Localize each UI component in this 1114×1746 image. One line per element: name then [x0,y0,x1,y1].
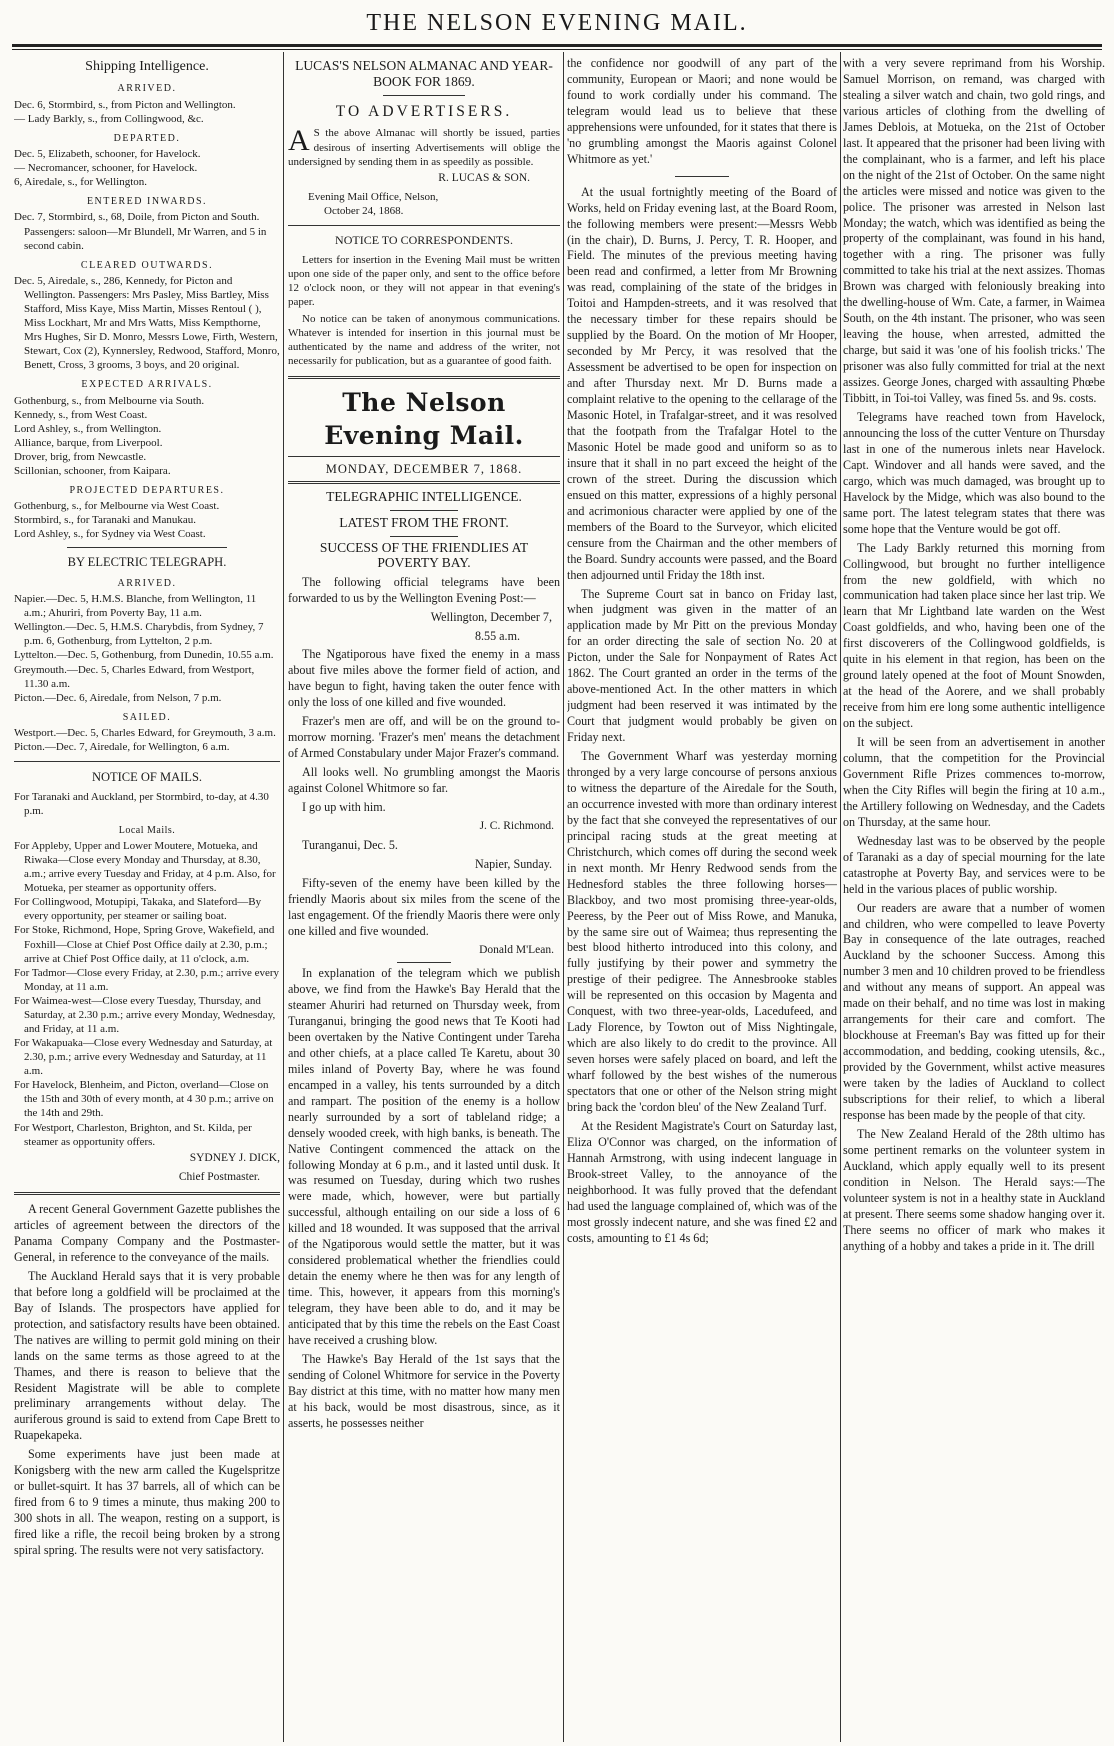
news-paragraph: The Ngatiporous have fixed the enemy in a mass about five miles above the former field of action, and have begun to fight, having taken the outer fence with only the loss of one killed and five wounded. [288,647,560,710]
telegraph-entry: Westport.—Dec. 5, Charles Edward, for Greymouth, 3 a.m. [14,726,276,739]
news-paragraph: It will be seen from an advertisement in another column, that the competition for the Provincial Government Rifle Prizes commences to-morrow, when the City Rifles will begin the firing at 10 a.m., the Artillery following on Wednesday, and the Cadets on Thursday, at the same hour. [843,735,1105,829]
telegram-signature: J. C. Richmond. [479,820,554,832]
shipping-entry: Gothenburg, s., from Melbourne via South. [14,394,205,407]
telegraph-sailed-heading: SAILED. [122,711,172,723]
almanac-office: Evening Mail Office, Nelson, [308,190,439,203]
shipping-entry: Dec. 7, Stormbird, s., 68, Doile, from Picton and South. Passengers: saloon—Mr Blundell, Mr Warren, and 5 in second cabin. [14,211,267,252]
separator [288,376,560,379]
telegraph-entry: Lyttelton.—Dec. 5, Gothenburg, from Dunedin, 10.55 a.m. [14,649,274,662]
separator [288,225,560,226]
local-mails-heading: Local Mails. [118,824,176,836]
news-paragraph: I go up with him. [302,800,386,815]
mail-entry: For Waimea-west—Close every Tuesday, Thursday, and Saturday, at 2.30 p.m.; arrive every Monday, Wednesday, and Friday, at 11 a.m. [14,994,276,1035]
telegraph-entry: Wellington.—Dec. 5, H.M.S. Charybdis, from Sydney, 7 p.m. 6, Gothenburg, from Lyttelton, 2 p.m. [14,621,264,648]
dateline-time: 8.55 a.m. [474,628,520,643]
mail-entry: For Taranaki and Auckland, per Stormbird, to-day, at 4.30 p.m. [14,790,269,817]
masthead: THE NELSON EVENING MAIL. [366,10,748,36]
news-paragraph: Wednesday last was to be observed by the people of Taranaki as a day of special mourning for the late catastrophe at Poverty Bay, and services were to be held in the various places of public worship. [843,833,1105,896]
separator [288,456,560,457]
shipping-entry: Drover, brig, from Newcastle. [14,450,147,463]
news-paragraph: At the usual fortnightly meeting of the Board of Works, held on Friday evening last, at the Board Room, the following members were present:—Messrs Webb (in the chair), D. Burns, J. Percy, T. R. Hooper, and Field. The minutes of the previous meeting having been read and confirmed, a letter from Mr Browning was read, complaining of the state of the bridges in Toitoi and Hampden-streets, and it was resolved that the necessary timber for these repairs should be supplied by the Board. On the motion of Mr Hooper, seconded by Mr Percy, it was resolved that the Assessment be advertised to be open for inspection on and after Thursday next. Mr D. Burns made a complaint relative to the opening to the cellarage of the Masonic Hotel, in Trafalgar-street, and it was resolved that the footpath from the Trafalgar Hotel to the Masonic Hotel be made good and uniform so as to insure that it shall in no part exceed the height of the crown of the street. During the discussion which ensued on this matter, expressions of a highly personal and acrimonious character were applied by one of the members of the Board to the Surveyor, which elicited censure from the Chairman and the other members of the Board. Sundry accounts were passed, and the Board then adjourned until Friday the 18th inst. [567,184,837,582]
cleared-heading: CLEARED OUTWARDS. [80,259,214,271]
shipping-entry: Lord Ashley, s., for Sydney via West Coast. [14,528,206,541]
news-paragraph: In explanation of the telegram which we publish above, we find from the Hawke's Bay Herald that the steamer Ahuriri had returned on Thursday week, from Turanganui, bringing the good news that Te Kooti had been overtaken by the Native Contingent under Tareha and other chiefs, at a place called Te Karetu, about 30 miles inland of Poverty Bay, where he was found encamped in a valley, his tents surrounded by a ditch and rampart. The position of the enemy is a hollow nearly surrounded by a sort of tableland ridge; a densely wooded creek, with high banks, is beneath. The Native Contingent commenced the attack on the following Monday at 6 p.m., and it lasted until dusk. It was resumed on Tuesday, during which two rushes were made, which, however, were but partially successful, although entailing on our side a loss of 6 killed and 18 wounded. It was supposed that the arrival of the Ngatiporous would settle the matter, but it was considered problematical whether the friendlies could detain the enemy where he then was for any length of time. This, however, it appears from this morning's telegram, they have been able to do, and it may be anticipated that by this time the rebels on the East Coast have received a crushing blow. [288,966,560,1347]
mail-entry: For Havelock, Blenheim, and Picton, overland—Close on the 15th and 30th of every month, at 4 30 p.m.; arrive on the 14th and 29th. [14,1079,274,1120]
news-paragraph: The Government Wharf was yesterday morning thronged by a very large concourse of persons anxious to witness the departure of the Airedale for the South, an occurrence invested with more than ordinary interest by the fact that she conveyed the representatives of our principal racing studs at the great meeting at Christchurch, which comes off during the second week in next month. Mr Henry Redwood sends from the Hednesford stables the three following horses—Blackboy, and two most promising three-year-olds, Peeress, by the Peer out of Miss Rowe, and Manuka, by the same sire out of Waimea; thus representing the best blood hitherto introduced into this colony, and fully justifying by their power and symmetry the prestige of their pedigree. The Annesbrooke stables will be represented on this occasion by Magenta and Conquest, with two three-year-olds, Lacedufeed, and Lady Florence, by Towton out of Miss Nightingale, which are also likely to do credit to the province. All seven horses were safely placed on board, and left the wharf followed by the best wishes of the numerous spectators that one or other of the Nelson string might bring back the 'cordon bleu' of the New Zealand Turf. [567,749,837,1114]
shipping-entry: 6, Airedale, s., for Wellington. [14,176,148,189]
drop-cap: A [288,124,310,158]
departed-heading: DEPARTED. [113,132,181,144]
arrived-heading: ARRIVED. [117,83,177,95]
shipping-entry: Gothenburg, s., for Melbourne via West Coast. [14,500,220,513]
mails-title: NOTICE OF MAILS. [91,770,203,785]
shipping-title: Shipping Intelligence. [85,59,209,74]
shipping-entry: Kennedy, s., from West Coast. [14,408,148,421]
telegram-signature: Donald M'Lean. [479,943,554,956]
issue-date: MONDAY, DECEMBER 7, 1868. [325,461,523,476]
news-paragraph: Telegrams have reached town from Havelock, announcing the loss of the cutter Venture on Thursday last in one of the numerous inlets near Havelock. Capt. Windover and all hands were saved, and the cargo, which was much damaged, was brought up to Havelock by the Midge, which was also bound to the same port. The latest telegram states that there was some hope that the Venture would be got off. [843,409,1105,536]
expected-heading: EXPECTED ARRIVALS. [81,379,213,391]
mail-entry: For Westport, Charleston, Brighton, and St. Kilda, per steamer as opportunity offers. [14,1121,252,1148]
column-divider [563,52,564,1742]
column-2 [288,56,560,1738]
news-paragraph: Fifty-seven of the enemy have been killed by the friendly Maoris about six miles from the scene of the last engagement. Of the friendly Maoris there were only one killed and five wounded. [288,876,560,938]
separator [14,761,280,762]
news-paragraph: At the Resident Magistrate's Court on Saturday last, Eliza O'Connor was charged, on the information of Hannah Armstrong, with using indecent language in Brook-street Valley, to the annoyance of the neighborhood. It was fully proved that the defendant had used the language complained of, which was of the most grossly indecent nature, and she was fined £2 and costs, amounting to £1 4s 6d; [567,1118,837,1245]
telegraphic-sub1: LATEST FROM THE FRONT. [339,514,509,530]
news-paragraph: All looks well. No grumbling amongst the Maoris against Colonel Whitmore so far. [288,765,560,796]
news-paragraph: The New Zealand Herald of the 28th ultimo has some pertinent remarks on the volunteer system in Auckland, which apply equally well to its present condition in Nelson. The Herald says:—The volunteer system is not in a healthy state in Auckland at present. There seems some shadow hanging over it. There seems no officer of mark who makes it anything of a hobby and takes a pride in it. The drill [843,1126,1105,1253]
news-paragraph: The Supreme Court sat in banco on Friday last, when judgment was given in the matter of an application made by Mr Pitt on the previous Monday for an order directing the sale of section No. 20 at Picton, under the Sale for Nonpayment of Rates Act 1862. The Court granted an order in the terms of the above-mentioned Act. In the other matters in which judgment had been reserved it was intimated by the Court that judgment would probably be given on Friday next. [567,586,837,745]
mail-entry: For Wakapuaka—Close every Wednesday and Saturday, at 2.30, p.m.; arrive every Wednesday and Saturday, at 11 a.m. [14,1037,273,1078]
news-paragraph: the confidence nor goodwill of any part of the community, European or Maori; and none would be found to work cordially under his command. The telegram would lead us to believe that these apprehensions were unfounded, for it states that there is 'no grumbling amongst the Maoris against Colonel Whitmore as yet.' [567,56,837,166]
projected-heading: PROJECTED DEPARTURES. [69,485,225,497]
telegraph-entry: Picton.—Dec. 7, Airedale, for Wellington, 6 a.m. [14,741,230,754]
almanac-date: October 24, 1868. [324,204,404,217]
masthead-rule-thin [12,49,1102,50]
shipping-entry: Lord Ashley, s., from Wellington. [14,422,162,435]
news-paragraph: The Hawke's Bay Herald of the 1st says that the sending of Colonel Whitmore for service in the Poverty Bay district at this time, with no matter how many men at his back, would be most disastrous, since, as it asserts, he possesses neither [288,1351,560,1430]
telegraphic-sub2: SUCCESS OF THE FRIENDLIES AT POVERTY BAY. [319,539,529,571]
entered-heading: ENTERED INWARDS. [86,196,208,208]
telegraph-entry: Picton.—Dec. 6, Airedale, from Nelson, 7 p.m. [14,691,222,704]
news-paragraph: Some experiments have just been made at Konigsberg with the new arm called the Kugelspritze or bullet-squirt. It has 37 barrels, all of which can be fired from 6 to 9 times a minute, thus making 200 to 300 shots in all. The weapon, resting on a support, is fired like a rifle, the recoil being broken by a strong spiral spring. The results were not very satisfactory. [14,1447,280,1558]
news-paragraph: Frazer's men are off, and will be on the ground to-morrow morning. 'Frazer's men' means the detachment of Armed Constabulary under Major Frazer's command. [288,714,560,761]
news-paragraph: Our readers are aware that a number of women and children, who were compelled to leave Poverty Bay in consequence of the late outrages, reached Auckland by the schooner Success. Among this number 3 men and 10 children proved to be friendless and without any means of support. An appeal was made on their behalf, and no time was lost in making arrangements for their care and comfort. The blockhouse at Freeman's Bay was fitted up for their accommodation, and bedding, cooking utensils, &c., provided by the Government, whilst active measures were taken by the ladies of Auckland to collect subscriptions for their relief, to which a liberal response has been made by the people of that city. [843,900,1105,1122]
mail-entry: For Stoke, Richmond, Hope, Spring Grove, Wakefield, and Foxhill—Close at Chief Post Office daily at 2.30, p.m.; arrive at Chief Post Office daily, at 11 o'clock, a.m. [14,924,275,965]
separator [390,536,458,537]
telegraph-entry: Napier.—Dec. 5, H.M.S. Blanche, from Wellington, 11 a.m.; Ahuriri, from Poverty Bay, 11 a.m. [14,593,257,620]
dateline: Napier, Sunday. [475,857,552,872]
shipping-entry: — Lady Barkly, s., from Collingwood, &c. [14,112,204,125]
news-paragraph: A recent General Government Gazette publishes the articles of agreement between the directors of the Panama Company Company and the Postmaster-General, in reference to the conveyance of the mails. [14,1202,280,1264]
almanac-text: S the above Almanac will shortly be issued, parties desirous of inserting Advertisements will oblige the undersigned by sending them in as speedily as possible. [288,127,560,168]
nameplate: The Nelson Evening Mail. [324,387,524,450]
news-paragraph: The following official telegrams have been forwarded to us by the Wellington Evening Post:— [288,574,560,605]
postmaster-title: Chief Postmaster. [178,1170,260,1183]
advertisers-heading: TO ADVERTISERS. [335,103,513,121]
almanac-notice [288,126,560,168]
news-paragraph: with a very severe reprimand from his Worship. Samuel Morrison, on remand, was charged with stealing a silver watch and chain, two gold rings, and various articles of clothing from the dwelling of James Deblois, at Motueka, on the 21st of October last. It appeared that the prisoner had been living with the complainant, who is a farmer, and left his place on the night of the 21st of October. On the same night the articles were missed and notice was given to the police. The prisoner was arrested in Nelson last Monday; the watch, which was identified as being the property of the complainant, was found in his hand, together with a ring. The prisoner was fully committed to take his trial at the next assizes. Thomas Brown was charged with feloniously breaking into the dwelling-house of Wm. Cate, a farmer, in Waimea South, on the 4th instant. The prisoner, who was seen leaving the house, when arrested, admitted the charge, but said it was 'one of his foolish tricks.' The prisoner was also fully committed for trial at the next assizes. George Jones, charged with assaulting Phœbe Tibbitt, in Toi-toi Valley, was fined 5s. and 9s. costs. [843,56,1105,406]
correspondents-p1: Letters for insertion in the Evening Mail must be written upon one side of the paper only, and sent to the office before 12 o'clock noon, or they will not appear in that evening's paper. [288,253,560,309]
column-4 [843,56,1105,1738]
news-paragraph: The Lady Barkly returned this morning from Collingwood, but brought no further intelligence from the new goldfield, with which no communication had taken place since her last trip. We learn that Mr Lightband late warden on the West Coast goldfields, and who, having been one of the first discoverers of the Collingwood goldfields, is quite in his element in that region, has been on the ground lately opened at the foot of Mount Snowden, at the head of the Aorere, and we shall probably receive from him ere long some authentic intelligence on the subject. [843,540,1105,731]
separator [67,547,227,548]
column-divider [283,52,284,1742]
shipping-entry: Stormbird, s., for Taranaki and Manukau. [14,514,197,527]
shipping-entry: Dec. 5, Elizabeth, schooner, for Havelock. [14,148,201,160]
mail-entry: For Tadmor—Close every Friday, at 2.30, p.m.; arrive every Monday, at 11 a.m. [14,966,279,993]
telegram-place: Turanganui, Dec. 5. [302,838,398,853]
shipping-entry: Scillonian, schooner, from Kaipara. [14,464,171,477]
column-divider [840,52,841,1742]
separator [14,1192,280,1195]
shipping-entry: Dec. 6, Stormbird, s., from Picton and Wellington. [14,98,236,111]
separator [397,962,451,963]
column-3 [567,56,837,1738]
separator [383,95,465,96]
telegraph-title: BY ELECTRIC TELEGRAPH. [67,555,227,570]
postmaster-name: SYDNEY J. DICK, [189,1151,280,1164]
shipping-entry: Dec. 5, Airedale, s., 286, Kennedy, for Picton and Wellington. Passengers: Mrs Pasley, Miss Bartley, Miss Stafford, Miss Kaye, Miss Martin, Misses Rentoul ( ), Miss Lockhart, Mr and Mrs Watts, Miss Kempthorne, Mrs Hughes, Sir D. Monro, Messrs Lowe, Firth, Western, Stewart, Cox (2), Kynnersley, Redwood, Stafford, Monro, Benett, Cross, 3 grooms, 3 boys, and 20 original. [14,274,280,372]
telegraphic-title: TELEGRAPHIC INTELLIGENCE. [326,489,522,504]
news-paragraph: The Auckland Herald says that it is very probable that before long a goldfield will be proclaimed at the Bay of Islands. The prospectors have applied for protection, and satisfactory results have been obtained. The natives are willing to permit gold mining on their lands on the same terms as those agreed to at the Thames, and there is reason to believe that the Resident Magistrate will be able to complete preliminary arrangements without delay. The auriferous ground is said to extend from Cape Brett to Ruapekapeka. [14,1268,280,1443]
almanac-title: LUCAS'S NELSON ALMANAC AND YEAR-BOOK FOR 1869. [295,58,553,89]
shipping-entry: Alliance, barque, from Liverpool. [14,436,163,449]
masthead-rule [12,44,1102,47]
separator [390,510,458,511]
telegraph-entry: Greymouth.—Dec. 5, Charles Edward, from Westport, 11.30 a.m. [14,663,255,690]
correspondents-p2: No notice can be taken of anonymous communications. Whatever is intended for insertion in this journal must be authenticated by the name and address of the writer, not necessarily for publication, but as a guarantee of good faith. [288,313,560,368]
column-1 [14,56,280,1738]
separator [288,481,560,484]
telegraph-arrived-heading: ARRIVED. [117,577,177,589]
almanac-signature: R. LUCAS & SON. [438,171,530,184]
shipping-entry: — Necromancer, schooner, for Havelock. [14,162,198,175]
mail-entry: For Collingwood, Motupipi, Takaka, and Slateford—By every opportunity, per steamer or sailing boat. [14,896,262,923]
separator [675,176,729,177]
correspondents-title: NOTICE TO CORRESPONDENTS. [335,233,513,248]
mail-entry: For Appleby, Upper and Lower Moutere, Motueka, and Riwaka—Close every Monday and Thursday, at 8.30, a.m.; arrive every Tuesday and Friday, at 4 p.m. Also, for Motueka, per steamer as opportunity offers. [14,839,276,895]
dateline: Wellington, December 7, [430,609,552,624]
